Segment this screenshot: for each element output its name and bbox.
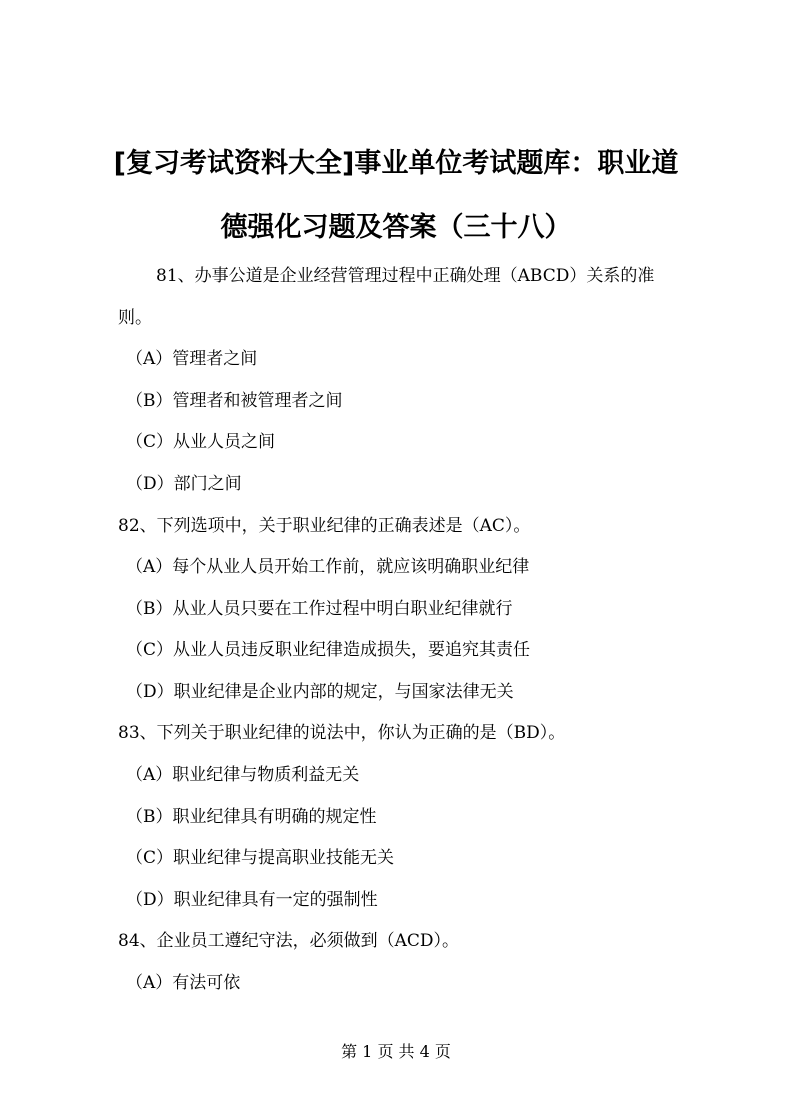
document-title-line-2: 德强化习题及答案（三十八） — [220, 212, 572, 243]
question-83-option-c: （C）职业纪律与提高职业技能无关 — [126, 848, 395, 868]
question-82-text: 82、下列选项中，关于职业纪律的正确表述是（AC）。 — [118, 516, 531, 536]
question-82-option-c: （C）从业人员违反职业纪律造成损失，要追究其责任 — [126, 640, 531, 660]
question-84-option-a: （A）有法可依 — [126, 973, 241, 993]
question-84-text: 84、企业员工遵纪守法，必须做到（ACD）。 — [118, 931, 460, 951]
question-81-option-b: （B）管理者和被管理者之间 — [126, 391, 343, 411]
question-81-option-d: （D）部门之间 — [126, 474, 242, 494]
question-81-option-c: （C）从业人员之间 — [126, 432, 276, 452]
question-82-option-a: （A）每个从业人员开始工作前，就应该明确职业纪律 — [126, 557, 530, 577]
question-83-option-a: （A）职业纪律与物质利益无关 — [126, 765, 360, 785]
page-footer: 第 1 页 共 4 页 — [341, 1042, 451, 1061]
question-83-option-d: （D）职业纪律具有一定的强制性 — [126, 890, 378, 910]
question-82-option-d: （D）职业纪律是企业内部的规定，与国家法律无关 — [126, 682, 514, 702]
question-83-option-b: （B）职业纪律具有明确的规定性 — [126, 807, 377, 827]
question-83-text: 83、下列关于职业纪律的说法中，你认为正确的是（BD）。 — [118, 723, 566, 743]
document-title-line-1: [复习考试资料大全]事业单位考试题库：职业道 — [113, 148, 679, 179]
question-82-option-b: （B）从业人员只要在工作过程中明白职业纪律就行 — [126, 599, 513, 619]
question-81-option-a: （A）管理者之间 — [126, 349, 258, 369]
question-81-text: 81、办事公道是企业经营管理过程中正确处理（ABCD）关系的准 — [156, 266, 655, 286]
question-81-text-cont: 则。 — [118, 308, 152, 328]
